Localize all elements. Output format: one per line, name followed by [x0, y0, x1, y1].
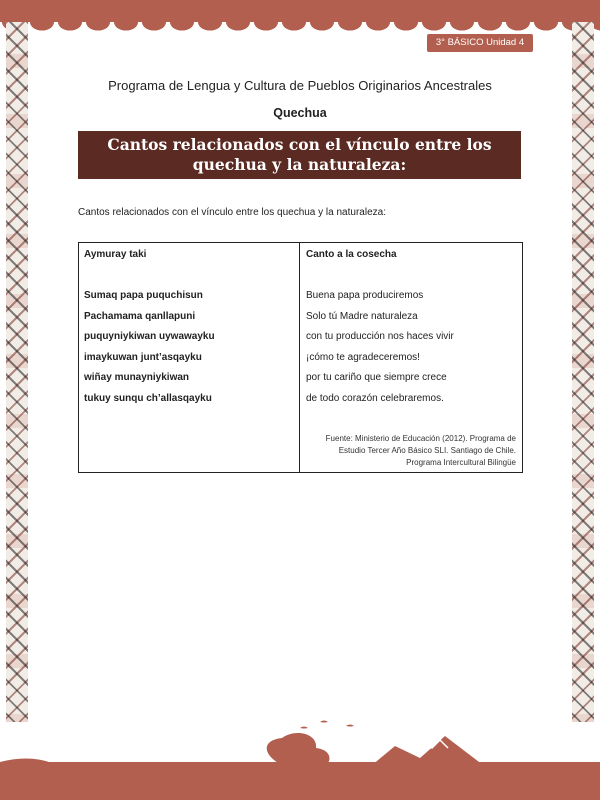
quechua-verse: Sumaq papa puquchisun: [84, 290, 203, 301]
quechua-verse-list: [84, 290, 215, 413]
source-line: Programa Intercultural Bilingüe: [406, 458, 516, 467]
spanish-verse-list: [306, 290, 454, 413]
left-pattern-border: [6, 22, 28, 722]
section-banner-text: Cantos relacionados con el vínculo entre los quechua y la naturaleza:: [107, 135, 492, 174]
spanish-verse: Buena papa produciremos: [306, 290, 424, 301]
quechua-verse: imaykuwan junt’asqayku: [84, 351, 202, 363]
unit-badge: 3° BÁSICO Unidad 4: [427, 34, 533, 52]
program-title: Programa de Lengua y Cultura de Pueblos Originarios Ancestrales: [108, 78, 492, 93]
footer-band: [0, 762, 600, 800]
song-table: [78, 242, 523, 473]
subject-title: Quechua: [273, 106, 327, 120]
source-line: Estudio Tercer Año Básico SLI. Santiago de Chile.: [338, 446, 516, 455]
quechua-verse: wiñay munayniykiwan: [84, 372, 190, 383]
section-banner: [78, 131, 521, 179]
quechua-verse: Pachamama qanllapuni: [84, 310, 196, 322]
spanish-verse: con tu producción nos haces vivir: [306, 331, 454, 342]
quechua-song-title: Aymuray taki: [84, 249, 147, 260]
intro-text: Cantos relacionados con el vínculo entre los quechua y la naturaleza:: [78, 207, 386, 218]
top-decorative-band: [0, 0, 600, 22]
spanish-column: [300, 243, 522, 472]
spanish-song-title: Canto a la cosecha: [306, 249, 397, 260]
spanish-verse: de todo corazón celebraremos.: [306, 392, 444, 404]
spanish-verse: ¡cómo te agradeceremos!: [306, 351, 420, 363]
source-line: Fuente: Ministerio de Educación (2012). Programa de: [325, 434, 516, 443]
right-pattern-border: [572, 22, 594, 722]
spanish-verse: por tu cariño que siempre crece: [306, 372, 447, 383]
quechua-column: [79, 243, 300, 472]
quechua-verse: tukuy sunqu ch’allasqayku: [84, 392, 212, 404]
source-citation: [326, 433, 516, 469]
quechua-verse: puquyniykiwan uywawayku: [84, 331, 215, 342]
spanish-verse: Solo tú Madre naturaleza: [306, 310, 418, 322]
